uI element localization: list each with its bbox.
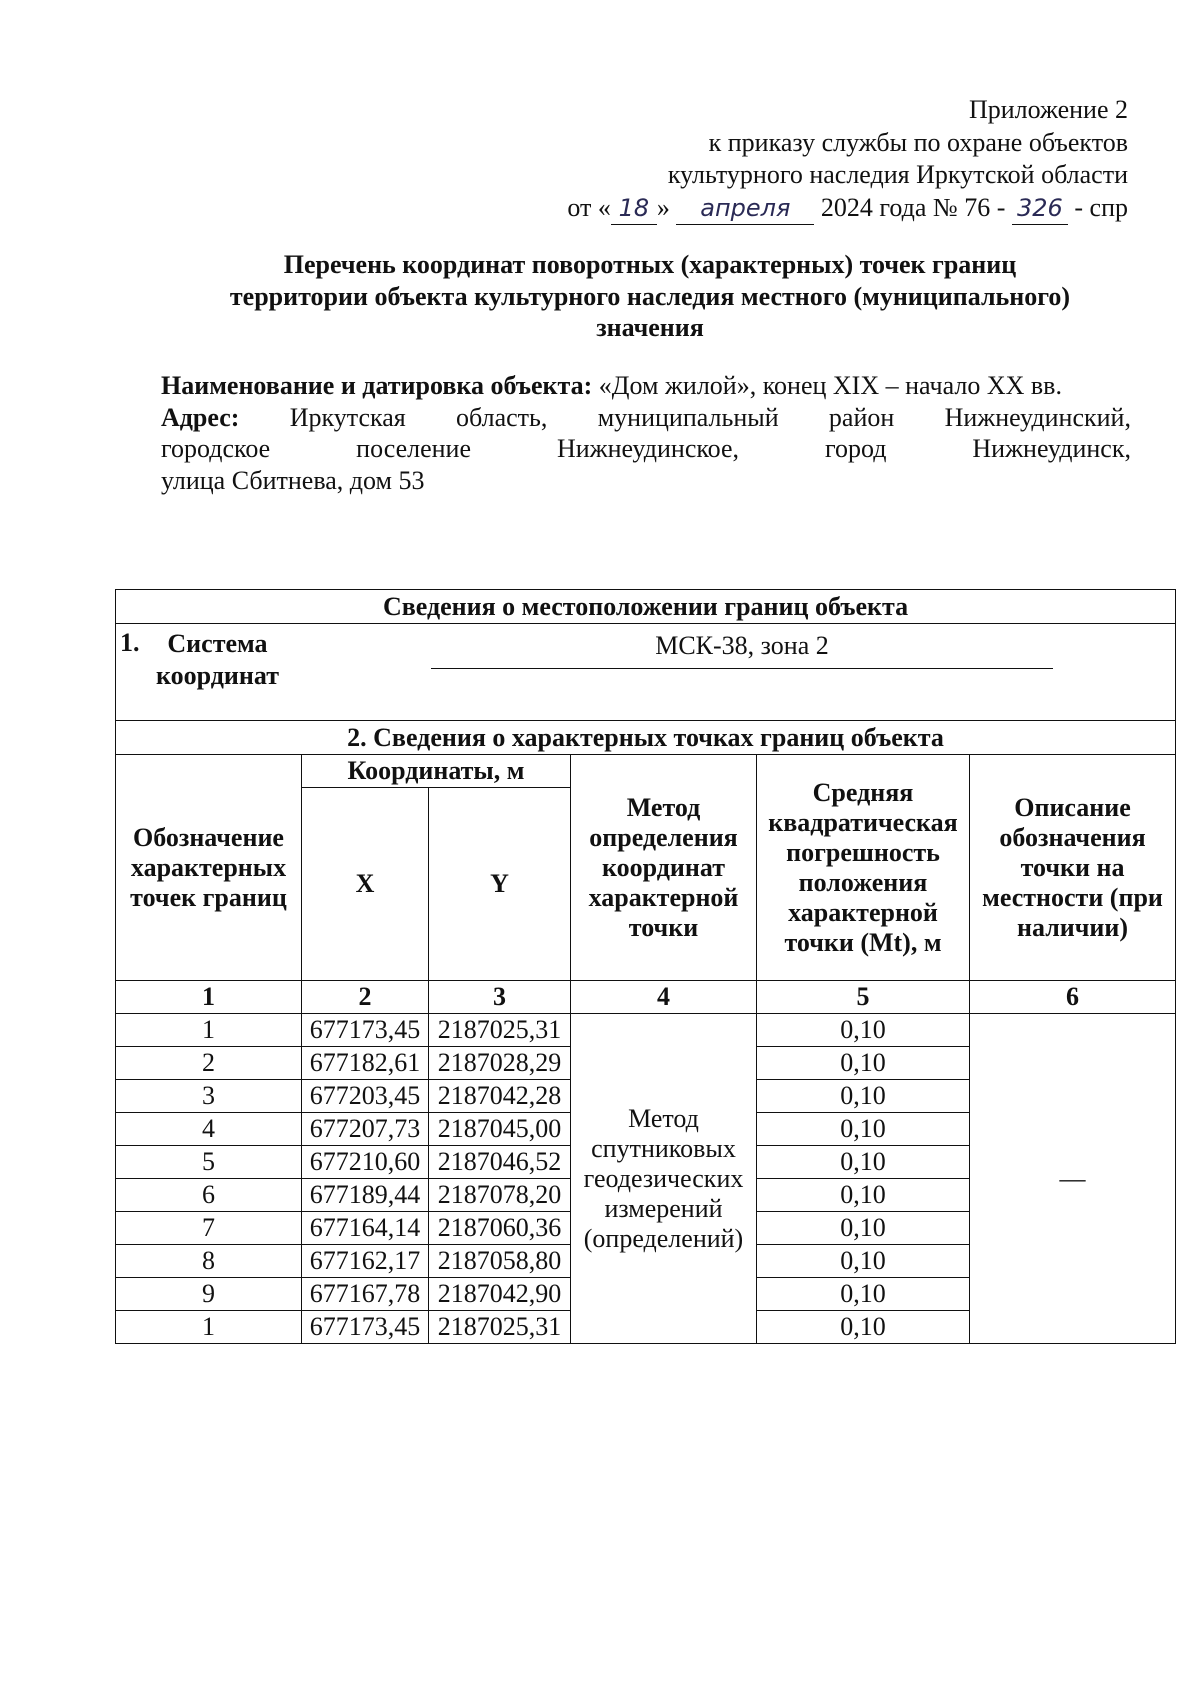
handwritten-day: 18 bbox=[611, 192, 657, 226]
point-x: 677189,44 bbox=[302, 1179, 429, 1212]
header-coordinates: Координаты, м bbox=[302, 755, 571, 788]
date-prefix: от « bbox=[567, 192, 611, 222]
point-y: 2187058,80 bbox=[429, 1245, 571, 1278]
point-x: 677207,73 bbox=[302, 1113, 429, 1146]
address-word: муниципальный bbox=[597, 402, 779, 432]
handwritten-order-number: 326 bbox=[1012, 192, 1068, 226]
coordinate-system-row bbox=[116, 624, 1176, 721]
appendix-authority-line: культурного наследия Иркутской области bbox=[667, 160, 1128, 189]
point-mt: 0,10 bbox=[757, 1278, 970, 1311]
coordinate-system-value: МСК-38, зона 2 bbox=[431, 624, 1053, 669]
column-number: 3 bbox=[429, 981, 571, 1014]
document-title bbox=[150, 249, 1150, 344]
appendix-header bbox=[567, 94, 1128, 225]
coordinates-table bbox=[115, 589, 1176, 1344]
point-x: 677162,17 bbox=[302, 1245, 429, 1278]
point-mt: 0,10 bbox=[757, 1245, 970, 1278]
header-method: Метод определения координат характерной точки bbox=[571, 755, 757, 981]
point-y: 2187028,29 bbox=[429, 1047, 571, 1080]
point-y: 2187046,52 bbox=[429, 1146, 571, 1179]
system-label-line-2: координат bbox=[156, 661, 279, 690]
point-mt: 0,10 bbox=[757, 1113, 970, 1146]
point-x: 677182,61 bbox=[302, 1047, 429, 1080]
point-y: 2187042,90 bbox=[429, 1278, 571, 1311]
point-y: 2187025,31 bbox=[429, 1014, 571, 1047]
point-mt: 0,10 bbox=[757, 1014, 970, 1047]
address-line-2 bbox=[161, 433, 1131, 465]
order-suffix: - спр bbox=[1074, 192, 1128, 222]
column-number: 6 bbox=[970, 981, 1176, 1014]
point-mt: 0,10 bbox=[757, 1311, 970, 1344]
address-line-1 bbox=[161, 402, 1131, 434]
header-y: Y bbox=[429, 788, 571, 981]
point-y: 2187025,31 bbox=[429, 1311, 571, 1344]
address-word: Нижнеудинское, bbox=[556, 434, 740, 463]
point-id: 6 bbox=[116, 1179, 302, 1212]
object-name-value: «Дом жилой», конец XIX – начало XX вв. bbox=[598, 371, 1062, 400]
point-mt: 0,10 bbox=[757, 1179, 970, 1212]
address-word: Иркутская bbox=[289, 402, 406, 432]
point-id: 5 bbox=[116, 1146, 302, 1179]
point-x: 677173,45 bbox=[302, 1014, 429, 1047]
address-word: Нижнеудинский, bbox=[944, 402, 1131, 432]
point-mt: 0,10 bbox=[757, 1047, 970, 1080]
point-id: 9 bbox=[116, 1278, 302, 1311]
point-y: 2187042,28 bbox=[429, 1080, 571, 1113]
date-quote-close: » bbox=[656, 192, 670, 222]
address-word: город bbox=[824, 434, 887, 463]
address-word: область, bbox=[456, 402, 548, 432]
point-mt: 0,10 bbox=[757, 1212, 970, 1245]
title-line-2: территории объекта культурного наследия местного (муниципального) bbox=[229, 281, 1071, 311]
object-name-line bbox=[161, 370, 1131, 402]
address-label: Адрес: bbox=[161, 402, 240, 432]
point-id: 1 bbox=[116, 1311, 302, 1344]
description-cell: — bbox=[970, 1014, 1176, 1344]
table-row bbox=[116, 1014, 1176, 1047]
address-line-3: улица Сбитнева, дом 53 bbox=[161, 465, 425, 495]
point-id: 2 bbox=[116, 1047, 302, 1080]
point-x: 677164,14 bbox=[302, 1212, 429, 1245]
point-y: 2187045,00 bbox=[429, 1113, 571, 1146]
title-line-1: Перечень координат поворотных (характерных) точек границ bbox=[283, 250, 1017, 279]
point-x: 677173,45 bbox=[302, 1311, 429, 1344]
method-cell: Метод спутниковых геодезических измерений (определений) bbox=[571, 1014, 757, 1344]
address-word: район bbox=[828, 402, 895, 432]
point-y: 2187060,36 bbox=[429, 1212, 571, 1245]
point-id: 4 bbox=[116, 1113, 302, 1146]
point-x: 677167,78 bbox=[302, 1278, 429, 1311]
points-section-title: 2. Сведения о характерных точках границ объекта bbox=[116, 721, 1176, 755]
address-word: городское bbox=[161, 434, 271, 463]
address-word: поселение bbox=[356, 434, 471, 463]
point-id: 7 bbox=[116, 1212, 302, 1245]
appendix-order-line: к приказу службы по охране объектов bbox=[708, 127, 1128, 157]
handwritten-month: апреля bbox=[676, 192, 814, 226]
column-number: 1 bbox=[116, 981, 302, 1014]
section-title: Сведения о местоположении границ объекта bbox=[116, 590, 1176, 624]
point-id: 8 bbox=[116, 1245, 302, 1278]
point-mt: 0,10 bbox=[757, 1080, 970, 1113]
point-x: 677203,45 bbox=[302, 1080, 429, 1113]
system-label-line-1: Система bbox=[167, 629, 268, 658]
object-info bbox=[161, 370, 1131, 496]
address-word: Нижнеудинск, bbox=[972, 434, 1131, 463]
point-id: 3 bbox=[116, 1080, 302, 1113]
point-x: 677210,60 bbox=[302, 1146, 429, 1179]
column-number: 4 bbox=[571, 981, 757, 1014]
header-x: X bbox=[302, 788, 429, 981]
appendix-title: Приложение 2 bbox=[968, 95, 1128, 124]
header-error: Средняя квадратическая погрешность положения характерной точки (Mt), м bbox=[757, 755, 970, 981]
point-mt: 0,10 bbox=[757, 1146, 970, 1179]
point-y: 2187078,20 bbox=[429, 1179, 571, 1212]
appendix-date-line bbox=[567, 192, 1128, 226]
column-number: 2 bbox=[302, 981, 429, 1014]
title-line-3: значения bbox=[596, 313, 704, 342]
header-designation: Обозначение характерных точек границ bbox=[116, 755, 302, 981]
header-description: Описание обозначения точки на местности (при наличии) bbox=[970, 755, 1176, 981]
year-text: 2024 года № 76 - bbox=[820, 192, 1006, 222]
point-id: 1 bbox=[116, 1014, 302, 1047]
column-number: 5 bbox=[757, 981, 970, 1014]
system-label bbox=[156, 628, 279, 692]
object-name-label: Наименование и датировка объекта: bbox=[161, 371, 593, 400]
system-number: 1. bbox=[120, 628, 140, 657]
